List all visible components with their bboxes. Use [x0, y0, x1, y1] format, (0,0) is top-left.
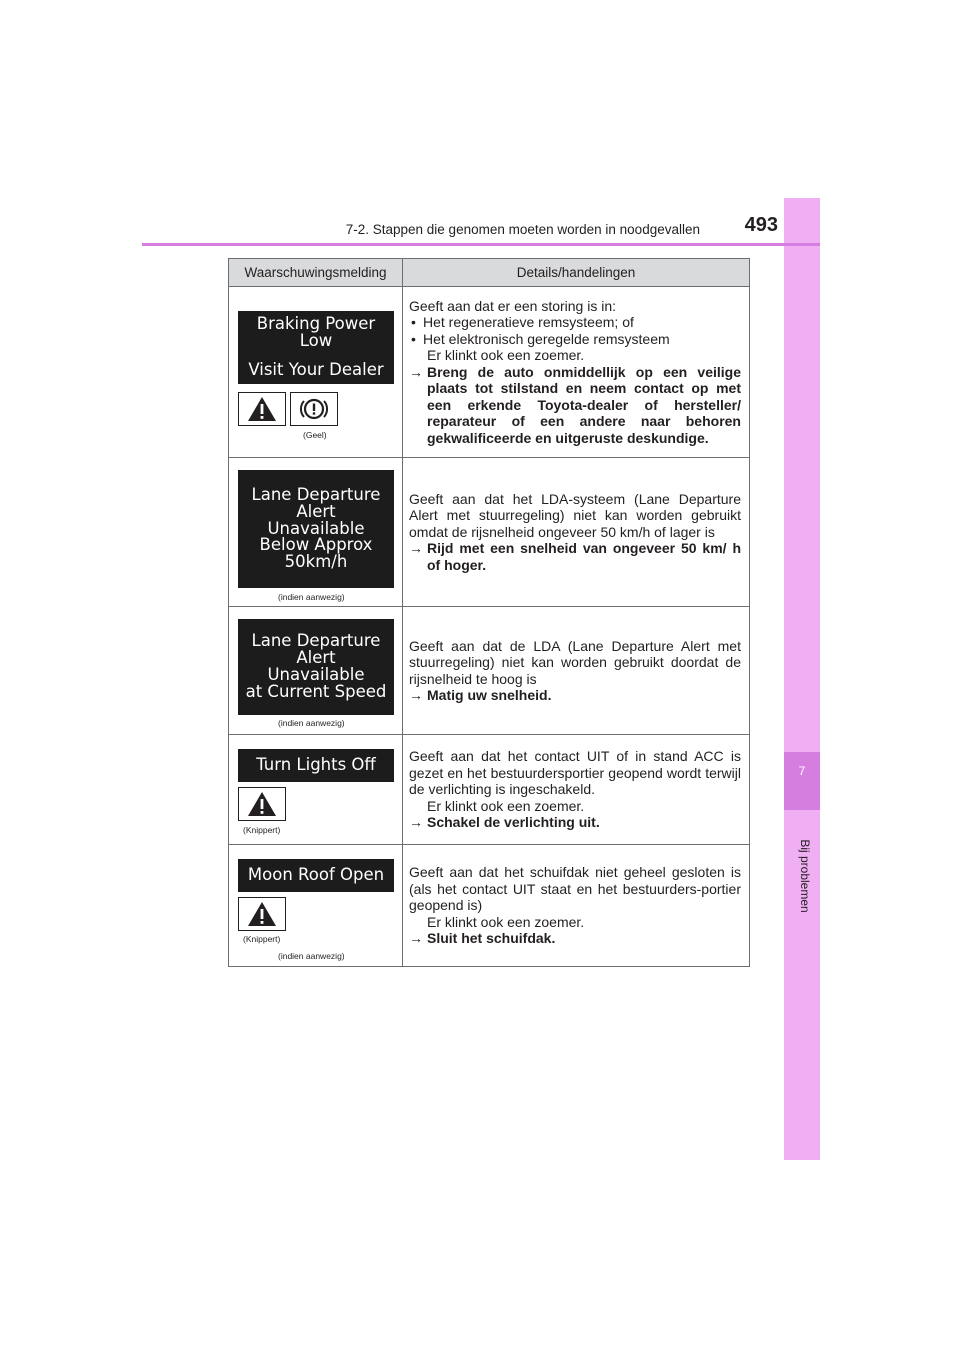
- display-line: at Current Speed: [245, 681, 387, 701]
- message-cell: [229, 458, 403, 606]
- details-cell: [403, 735, 749, 844]
- display-line: Alert: [296, 648, 336, 668]
- message-display: [238, 749, 394, 782]
- message-display: [238, 859, 394, 892]
- message-display: [238, 470, 394, 588]
- table-header: [229, 259, 749, 287]
- indicator-icons: [238, 897, 286, 931]
- header-message: Waarschuwingsmelding: [229, 259, 403, 286]
- display-line: Lane Departure: [251, 631, 381, 651]
- chapter-title: Bij problemen: [798, 839, 812, 913]
- availability-caption: (indien aanwezig): [278, 592, 345, 602]
- brake-warning-icon: [290, 392, 338, 426]
- table-row: [229, 287, 749, 458]
- indicator-caption: (Knippert): [243, 825, 281, 835]
- warning-table: [228, 258, 750, 967]
- details-cell: [403, 845, 749, 966]
- display-line: Below Approx: [259, 535, 373, 555]
- display-line: Unavailable: [267, 518, 365, 538]
- side-tab-strip: [784, 198, 820, 1160]
- display-line: Braking Power Low: [256, 314, 376, 351]
- table-row: [229, 845, 749, 966]
- arrow-icon: →: [409, 540, 423, 557]
- availability-caption: (indien aanwezig): [278, 718, 345, 728]
- display-line: 50km/h: [284, 552, 348, 572]
- details-cell: [403, 287, 749, 457]
- display-line: Unavailable: [267, 665, 365, 684]
- details-text: Geeft aan dat het contact UIT of in stand ACC is gezet en het bestuurdersportier geopend wordt terwijl de verlichting is ingeschakeld.: [409, 748, 741, 798]
- details-cell: [403, 607, 749, 734]
- availability-caption: (indien aanwezig): [278, 951, 345, 961]
- warning-triangle-icon: [238, 897, 286, 931]
- indicator-icons: [238, 787, 286, 821]
- details-bullet: • Het regeneratieve remsysteem; of: [409, 314, 741, 331]
- details-action: → Breng de auto onmiddellijk op een veilige plaats tot stilstand en neem contact op met een erkende Toyota-dealer of hersteller/ reparateur of een andere naar behoren gekwalificeerde en uitgeruste deskundige.: [409, 363, 741, 446]
- page-number: 493: [744, 214, 778, 236]
- details-cell: [403, 458, 749, 606]
- arrow-icon: →: [409, 814, 423, 831]
- details-note: Er klinkt ook een zoemer.: [427, 913, 585, 930]
- arrow-icon: →: [409, 930, 423, 947]
- details-note: Er klinkt ook een zoemer.: [427, 347, 585, 364]
- details-text: Geeft aan dat het LDA-systeem (Lane Departure Alert met stuurregeling) niet kan worden gebruikt omdat de rijsnelheid ongeveer 50 km/h of lager is: [409, 490, 741, 540]
- table-row: [229, 458, 749, 607]
- message-cell: [229, 287, 403, 457]
- warning-triangle-icon: [238, 392, 286, 426]
- details-text: Geeft aan dat er een storing is in:: [409, 297, 617, 314]
- details-action: → Matig uw snelheid.: [409, 687, 552, 703]
- details-text: Geeft aan dat de LDA (Lane Departure Alert met stuurregeling) niet kan worden gebruikt doordat de rijsnelheid te hoog is: [409, 637, 741, 687]
- warning-triangle-icon: [238, 787, 286, 821]
- display-line: Lane Departure: [251, 484, 381, 504]
- arrow-icon: →: [409, 363, 423, 380]
- arrow-icon: →: [409, 687, 423, 703]
- indicator-caption: (Geel): [303, 430, 327, 440]
- table-row: [229, 607, 749, 735]
- display-line: Turn Lights Off: [256, 755, 376, 775]
- display-line: Moon Roof Open: [247, 865, 385, 885]
- message-cell: [229, 845, 403, 966]
- table-row: [229, 735, 749, 845]
- indicator-caption: (Knippert): [243, 934, 281, 944]
- chapter-number: 7: [798, 764, 806, 778]
- message-display: [238, 311, 394, 384]
- display-line: Alert: [296, 501, 336, 521]
- header-details: Details/handelingen: [516, 265, 636, 280]
- details-note: Er klinkt ook een zoemer.: [427, 797, 585, 814]
- message-display: [238, 619, 394, 715]
- details-bullet: • Het elektronisch geregelde remsysteem: [409, 331, 741, 348]
- header-rule: [142, 243, 820, 246]
- message-cell: [229, 607, 403, 734]
- details-action: → Rijd met een snelheid van ongeveer 50 km/ h of hoger.: [409, 540, 741, 573]
- details-text: Geeft aan dat het schuifdak niet geheel gesloten is (als het contact UIT staat en het bestuurders-portier geopend is): [409, 864, 741, 914]
- section-title: 7-2. Stappen die genomen moeten worden in noodgevallen: [345, 222, 700, 237]
- details-action: → Schakel de verlichting uit.: [409, 814, 600, 831]
- side-tab-chapter-marker: [784, 752, 820, 810]
- display-line: Visit Your Dealer: [248, 359, 384, 379]
- indicator-icons: [238, 392, 338, 426]
- details-action: → Sluit het schuifdak.: [409, 930, 556, 947]
- message-cell: [229, 735, 403, 844]
